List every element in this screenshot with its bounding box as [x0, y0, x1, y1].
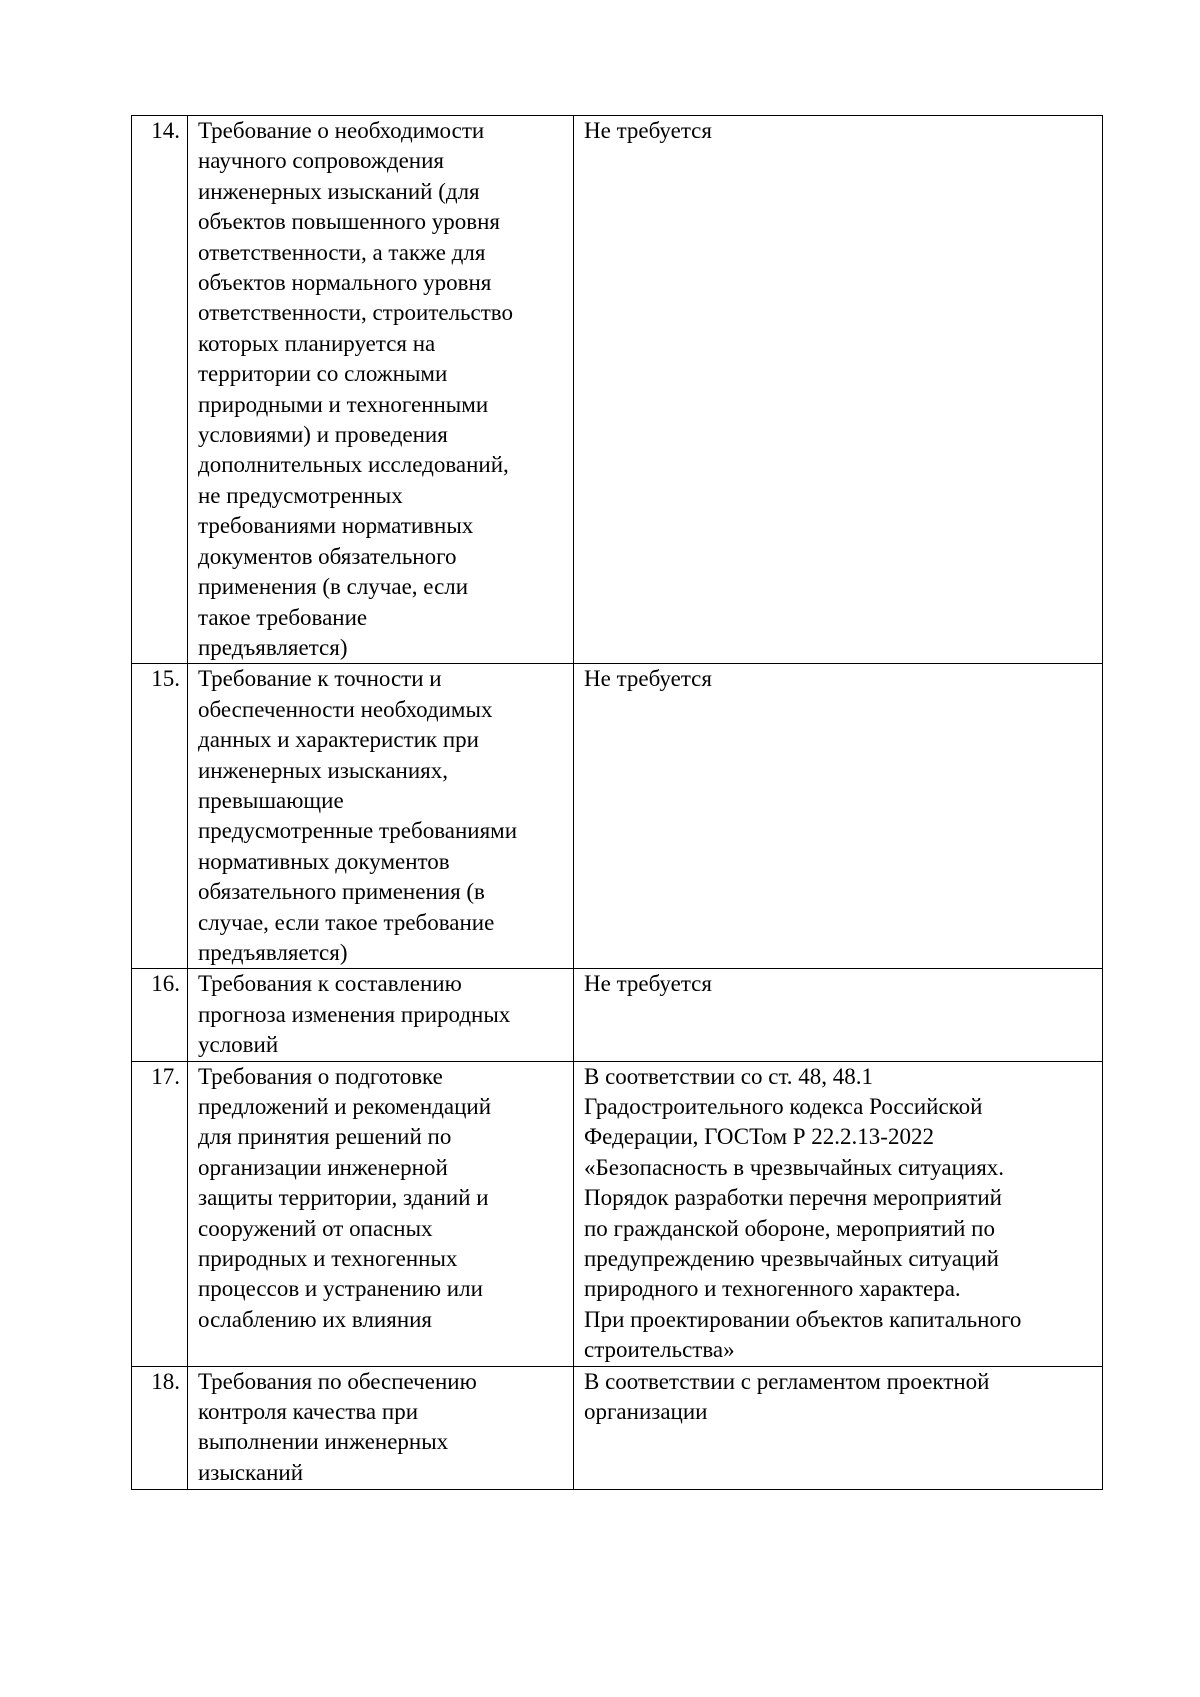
- row-number: 18.: [132, 1366, 188, 1489]
- requirement-value: Не требуется: [574, 664, 1103, 969]
- requirement-text: Требования по обеспечению контроля качества при выполнении инженерных изысканий: [188, 1366, 574, 1489]
- row-number: 15.: [132, 664, 188, 969]
- requirement-value: В соответствии с регламентом проектной организации: [574, 1366, 1103, 1489]
- row-number: 17.: [132, 1061, 188, 1366]
- table-row: [132, 664, 1103, 969]
- requirement-text: Требование о необходимости научного сопровождения инженерных изысканий (для объектов повышенного уровня ответственности, а также для объектов нормального уровня ответственности, строительство которых планируется на территории со сложными природными и техногенными условиями) и проведения дополнительных исследований, не предусмотренных требованиями нормативных документов обязательного применения (в случае, если такое требование предъявляется): [188, 116, 574, 664]
- requirement-value: Не требуется: [574, 116, 1103, 664]
- table-row: [132, 969, 1103, 1061]
- requirement-text: Требования о подготовке предложений и рекомендаций для принятия решений по организации инженерной защиты территории, зданий и сооружений от опасных природных и техногенных процессов и устранению или ослаблению их влияния: [188, 1061, 574, 1366]
- requirement-text: Требование к точности и обеспеченности необходимых данных и характеристик при инженерных изысканиях, превышающие предусмотренные требованиями нормативных документов обязательного применения (в случае, если такое требование предъявляется): [188, 664, 574, 969]
- requirement-value: Не требуется: [574, 969, 1103, 1061]
- table-row: [132, 1061, 1103, 1366]
- table-row: [132, 1366, 1103, 1489]
- requirement-value: В соответствии со ст. 48, 48.1 Градостроительного кодекса Российской Федерации, ГОСТом Р 22.2.13-2022 «Безопасность в чрезвычайных ситуациях. Порядок разработки перечня мероприятий по гражданской обороне, мероприятий по предупреждению чрезвычайных ситуаций природного и техногенного характера. При проектировании объектов капитального строительства»: [574, 1061, 1103, 1366]
- requirements-table: [131, 115, 1103, 1490]
- table-row: [132, 116, 1103, 664]
- requirement-text: Требования к составлению прогноза изменения природных условий: [188, 969, 574, 1061]
- row-number: 16.: [132, 969, 188, 1061]
- row-number: 14.: [132, 116, 188, 664]
